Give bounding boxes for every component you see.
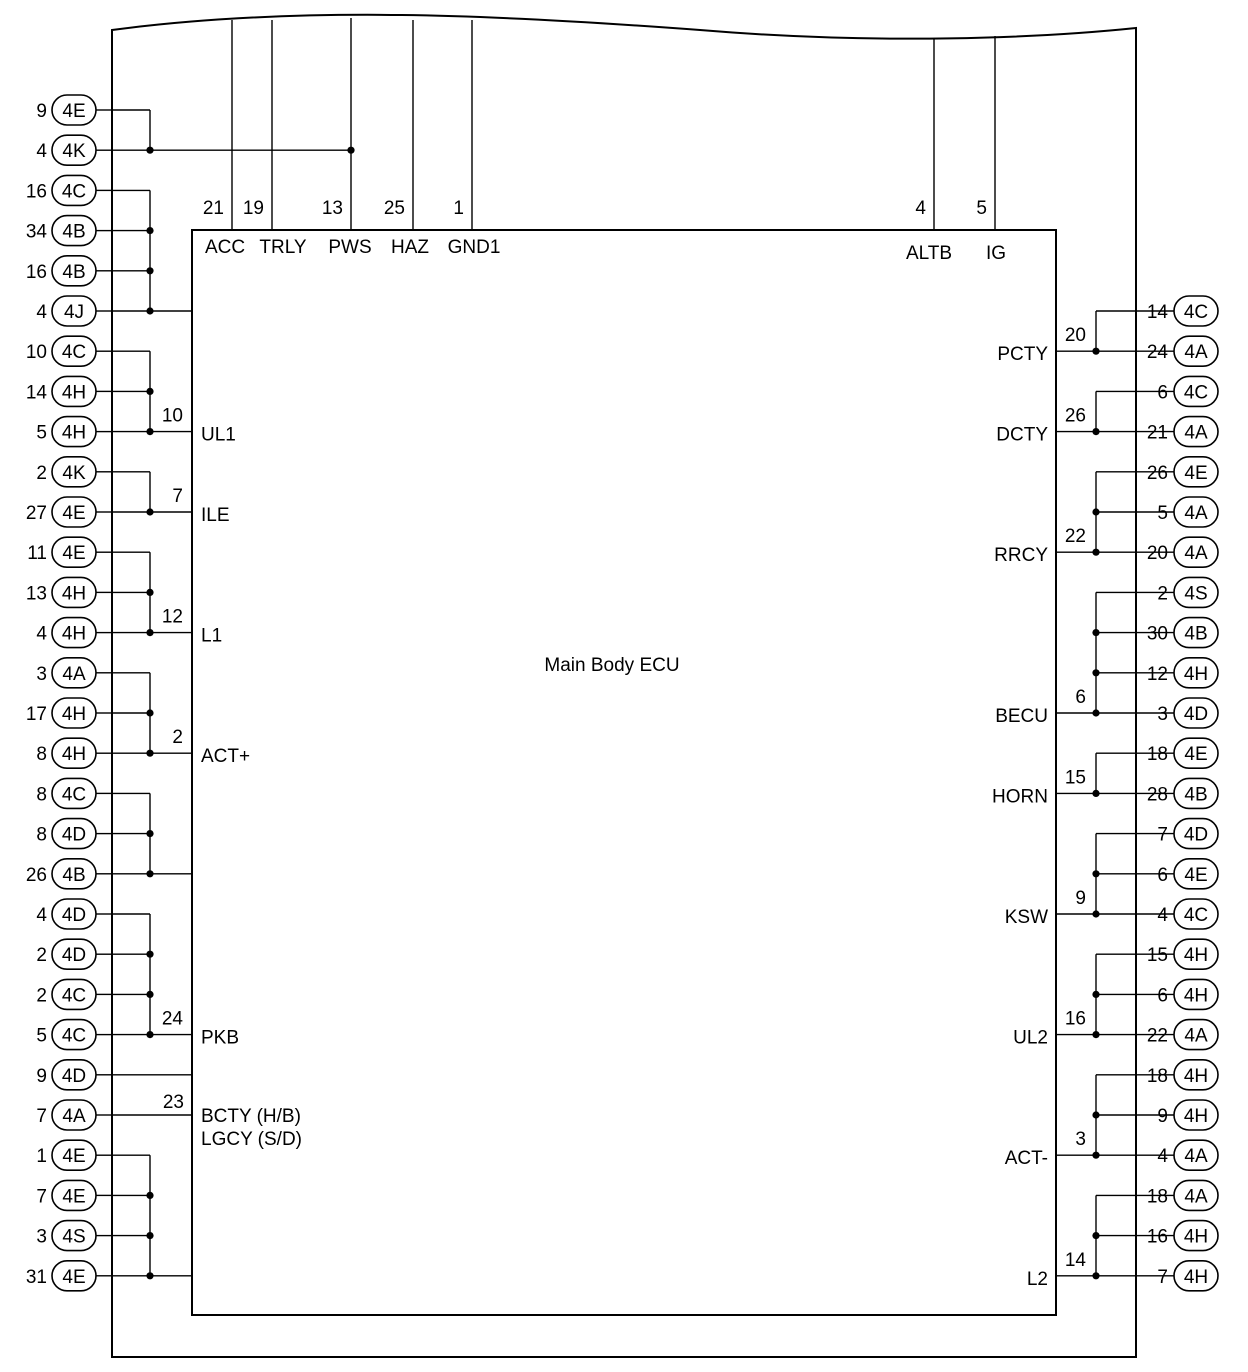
connector-badge — [1174, 819, 1218, 849]
terminal-name: HORN — [992, 786, 1048, 808]
connector-badge — [1174, 1020, 1218, 1050]
connector-badge — [52, 819, 96, 849]
connector-pin-number: 9 — [36, 101, 47, 122]
connector-pin-number: 4 — [36, 302, 47, 323]
connector-code: 4A — [62, 1106, 86, 1127]
junction-dot — [146, 147, 153, 154]
terminal-pin-number: 23 — [162, 1092, 184, 1113]
connector-badge — [52, 577, 96, 607]
connector-badge — [52, 1140, 96, 1170]
terminal-pin-number: 24 — [161, 1008, 183, 1030]
connector-code: 4H — [61, 623, 87, 645]
connector-badge — [52, 296, 96, 326]
connector-pin-number: 16 — [25, 261, 47, 283]
connector-code: 4D — [61, 824, 87, 846]
connector-badge — [52, 698, 96, 728]
connector-code: 4E — [62, 1186, 86, 1208]
connector-badge — [52, 859, 96, 889]
terminal-name-alt: LGCY (S/D) — [201, 1129, 303, 1150]
connector-badge — [52, 899, 96, 929]
connector-code: 4D — [61, 1065, 87, 1087]
connector-badge — [1174, 859, 1218, 889]
connector-badge — [52, 1261, 96, 1291]
connector-badge — [52, 175, 96, 205]
connector-pin-number: 24 — [1146, 342, 1168, 364]
connector-badge — [52, 376, 96, 406]
connector-code: 4A — [1184, 1186, 1208, 1208]
connector-code: 4A — [62, 663, 86, 685]
connector-pin-number: 30 — [1146, 623, 1168, 645]
terminal-pin-number: 3 — [1075, 1129, 1086, 1151]
terminal-name: UL1 — [201, 424, 236, 446]
terminal-name: HAZ — [391, 237, 429, 258]
terminal-pin-number: 22 — [1064, 526, 1086, 548]
terminal-name: ILE — [201, 505, 230, 526]
terminal-pin-number: 25 — [383, 198, 405, 219]
connector-code: 4E — [62, 543, 86, 565]
connector-code: 4H — [1183, 1065, 1209, 1087]
terminal-pin-number: 1 — [453, 198, 464, 219]
connector-pin-number: 17 — [25, 704, 47, 725]
connector-code: 4C — [1183, 905, 1209, 926]
connector-badge — [1174, 577, 1218, 607]
terminal-pin-number: 7 — [172, 486, 183, 507]
terminal-pin-number: 26 — [1064, 405, 1086, 427]
connector-pin-number: 5 — [36, 422, 47, 444]
connector-badge — [52, 336, 96, 366]
connector-pin-number: 8 — [36, 744, 47, 766]
connector-pin-number: 22 — [1146, 1025, 1168, 1047]
connector-pin-number: 4 — [36, 141, 47, 163]
connector-badge — [1174, 939, 1218, 969]
connector-pin-number: 18 — [1146, 744, 1168, 766]
connector-pin-number: 28 — [1146, 784, 1168, 806]
terminal-pin-number: 13 — [321, 198, 343, 219]
connector-code: 4C — [61, 181, 87, 203]
terminal-name: TRLY — [259, 237, 307, 258]
connector-code: 4S — [62, 1226, 86, 1248]
connector-badge — [1174, 1180, 1218, 1210]
top-terminals — [203, 18, 1006, 264]
connector-code: 4B — [1184, 623, 1208, 645]
terminal-name: DCTY — [996, 424, 1048, 446]
connector-badge — [52, 658, 96, 688]
connector-code: 4A — [1184, 1146, 1208, 1168]
connector-badge — [52, 618, 96, 648]
connector-pin-number: 5 — [1157, 503, 1168, 524]
connector-code: 4K — [62, 141, 86, 163]
terminal-pin-number: 9 — [1075, 888, 1086, 909]
connector-badge — [1174, 979, 1218, 1009]
connector-code: 4E — [1184, 744, 1208, 766]
connector-pin-number: 2 — [1157, 583, 1168, 605]
terminal-pin-number: 16 — [1064, 1008, 1086, 1030]
connector-code: 4C — [61, 342, 87, 364]
connector-code: 4S — [1184, 583, 1208, 605]
connector-badge — [1174, 1100, 1218, 1130]
connector-badge — [52, 135, 96, 165]
connector-pin-number: 2 — [36, 462, 47, 484]
connector-badge — [1174, 618, 1218, 648]
connector-code: 4D — [1183, 704, 1209, 725]
connector-code: 4H — [1183, 1106, 1209, 1127]
connector-pin-number: 7 — [1157, 824, 1168, 846]
connector-badge — [52, 738, 96, 768]
connector-badge — [52, 939, 96, 969]
terminal-pin-number: 19 — [242, 198, 264, 219]
connector-badge — [52, 256, 96, 286]
terminal-name: IG — [985, 243, 1007, 264]
connector-code: 4C — [61, 784, 87, 806]
connector-code: 4H — [61, 583, 87, 605]
connector-code: 4H — [61, 744, 87, 766]
connector-pin-number: 31 — [25, 1266, 47, 1288]
connector-pin-number: 1 — [36, 1146, 47, 1168]
connector-code: 4B — [62, 221, 86, 243]
connector-pin-number: 3 — [36, 663, 47, 685]
connector-pin-number: 12 — [1146, 663, 1168, 685]
connector-pin-number: 6 — [1157, 985, 1168, 1007]
connector-pin-number: 21 — [1146, 422, 1168, 444]
terminal-name: PCTY — [997, 344, 1048, 366]
connector-code: 4E — [62, 1266, 86, 1288]
connector-badge — [52, 216, 96, 246]
connector-pin-number: 15 — [1146, 945, 1168, 967]
connector-code: 4C — [1183, 382, 1209, 404]
connector-badge — [52, 95, 96, 125]
connector-code: 4H — [61, 422, 87, 444]
connector-code: 4H — [1183, 1266, 1209, 1288]
connector-code: 4E — [62, 503, 86, 524]
connector-pin-number: 8 — [36, 784, 47, 806]
connector-badge — [1174, 658, 1218, 688]
connector-badge — [52, 417, 96, 447]
connector-pin-number: 4 — [36, 905, 47, 926]
connector-code: 4H — [1183, 663, 1209, 685]
connector-code: 4H — [1183, 1226, 1209, 1248]
connector-badge — [1174, 1221, 1218, 1251]
terminal-name: KSW — [1004, 907, 1048, 928]
connector-pin-number: 2 — [36, 945, 47, 967]
connector-pin-number: 4 — [36, 623, 47, 645]
connector-code: 4E — [1184, 462, 1208, 484]
connector-code: 4C — [61, 1025, 87, 1047]
connector-code: 4C — [61, 985, 87, 1007]
ecu-body — [192, 230, 1056, 1315]
connector-code: 4J — [63, 302, 85, 323]
connector-pin-number: 2 — [36, 985, 47, 1007]
connector-code: 4A — [1184, 1025, 1208, 1047]
terminal-pin-number: 12 — [161, 606, 183, 628]
connector-code: 4H — [1183, 985, 1209, 1007]
connector-badge — [52, 979, 96, 1009]
connector-pin-number: 34 — [25, 221, 47, 243]
terminal-name: RRCY — [994, 545, 1048, 567]
terminal-name: L2 — [1026, 1268, 1048, 1290]
terminal-name: UL2 — [1013, 1027, 1048, 1049]
connector-pin-number: 27 — [25, 503, 47, 524]
connector-code: 4K — [62, 462, 86, 484]
connector-pin-number: 18 — [1146, 1186, 1168, 1208]
terminal-name: BCTY (H/B) — [201, 1106, 301, 1127]
connector-pin-number: 9 — [1157, 1106, 1168, 1127]
connector-pin-number: 10 — [25, 342, 47, 364]
connector-badge — [1174, 738, 1218, 768]
connector-badge — [1174, 899, 1218, 929]
connector-badge — [52, 1100, 96, 1130]
connector-code: 4D — [1183, 824, 1209, 846]
connector-code: 4A — [1184, 503, 1208, 524]
connector-pin-number: 5 — [36, 1025, 47, 1047]
terminal-name: L1 — [201, 625, 223, 647]
connector-pin-number: 9 — [36, 1065, 47, 1087]
connector-pin-number: 14 — [1146, 302, 1168, 323]
connector-badge — [52, 457, 96, 487]
connector-pin-number: 18 — [1146, 1065, 1168, 1087]
connector-code: 4H — [61, 382, 87, 404]
terminal-name: ACC — [204, 237, 246, 258]
connector-badge — [1174, 497, 1218, 527]
connector-pin-number: 6 — [1157, 864, 1168, 886]
connector-pin-number: 16 — [1146, 1226, 1168, 1248]
connector-pin-number: 16 — [25, 181, 47, 203]
connector-badge — [1174, 336, 1218, 366]
connector-code: 4A — [1184, 342, 1208, 364]
connector-pin-number: 26 — [25, 864, 47, 886]
connector-badge — [1174, 1060, 1218, 1090]
connector-code: 4H — [61, 704, 87, 725]
terminal-pin-number: 6 — [1075, 687, 1086, 708]
connector-code: 4B — [62, 261, 86, 283]
connector-pin-number: 8 — [36, 824, 47, 846]
connector-pin-number: 11 — [27, 543, 47, 565]
connector-pin-number: 6 — [1157, 382, 1168, 404]
ecu-title: Main Body ECU — [544, 655, 680, 676]
terminal-pin-number: 2 — [172, 727, 183, 749]
connector-badge — [52, 1060, 96, 1090]
connector-badge — [1174, 417, 1218, 447]
connector-badge — [1174, 1140, 1218, 1170]
connector-code: 4E — [1184, 864, 1208, 886]
terminal-pin-number: 4 — [915, 198, 926, 219]
connector-pin-number: 7 — [36, 1106, 47, 1127]
connector-badge — [1174, 457, 1218, 487]
connector-code: 4H — [1183, 945, 1209, 967]
terminal-name: PWS — [328, 237, 372, 258]
connector-badge — [1174, 1261, 1218, 1291]
connector-pin-number: 7 — [1157, 1266, 1168, 1288]
connector-badge — [52, 1020, 96, 1050]
connector-pin-number: 26 — [1146, 462, 1168, 484]
connector-code: 4A — [1184, 422, 1208, 444]
connector-code: 4B — [62, 864, 86, 886]
connector-badge — [52, 1180, 96, 1210]
connector-badge — [1174, 376, 1218, 406]
connector-code: 4D — [61, 945, 87, 967]
terminal-name: GND1 — [447, 237, 501, 258]
connector-badge — [1174, 296, 1218, 326]
junction-dot — [347, 147, 354, 154]
connector-code: 4C — [1183, 302, 1209, 323]
terminal-pin-number: 5 — [976, 198, 987, 219]
terminal-name: ACT+ — [201, 746, 251, 768]
connector-code: 4E — [62, 101, 86, 122]
terminal-pin-number: 15 — [1064, 767, 1086, 789]
connector-pin-number: 3 — [36, 1226, 47, 1248]
terminal-name: ALTB — [905, 243, 953, 264]
connector-code: 4D — [61, 905, 87, 926]
connector-pin-number: 20 — [1146, 543, 1168, 565]
connector-badge — [52, 778, 96, 808]
connector-pin-number: 4 — [1157, 1146, 1168, 1168]
terminal-pin-number: 14 — [1064, 1249, 1086, 1271]
connector-pin-number: 3 — [1157, 704, 1168, 725]
terminal-name: ACT- — [1004, 1148, 1048, 1170]
connector-code: 4E — [62, 1146, 86, 1168]
terminal-name: PKB — [201, 1027, 240, 1049]
connector-badge — [1174, 698, 1218, 728]
connector-code: 4B — [1184, 784, 1208, 806]
connector-pin-number: 13 — [25, 583, 47, 605]
connector-badge — [1174, 537, 1218, 567]
connector-pin-number: 7 — [36, 1186, 47, 1208]
terminal-pin-number: 20 — [1064, 325, 1086, 347]
terminal-pin-number: 21 — [202, 198, 224, 219]
connector-pin-number: 14 — [25, 382, 47, 404]
connector-badge — [52, 497, 96, 527]
terminal-pin-number: 10 — [161, 405, 183, 427]
connector-badge — [52, 537, 96, 567]
connector-pin-number: 4 — [1157, 905, 1168, 926]
connector-badge — [52, 1221, 96, 1251]
terminal-name: BECU — [995, 706, 1048, 727]
connector-code: 4A — [1184, 543, 1208, 565]
connector-badge — [1174, 778, 1218, 808]
